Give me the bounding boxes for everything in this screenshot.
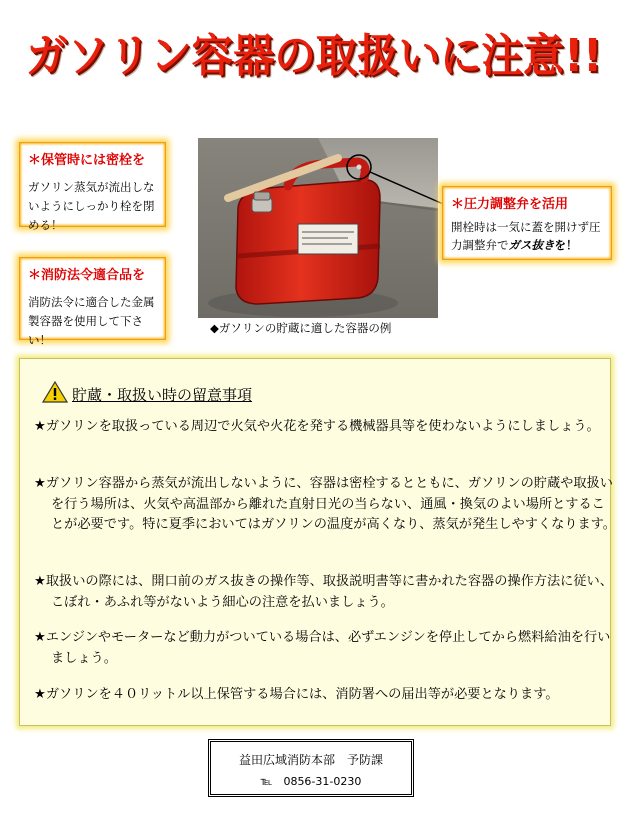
callout-body: 消防法令に適合した金属製容器を使用して下さい！ [28,295,155,347]
contact-organization: 益田広域消防本部 予防課 [238,753,383,767]
notice-item: ★取扱いの際には、開口前のガス抜きの操作等、取扱説明書等に書かれた容器の操作方法に従い、こぼれ・あふれ等がないよう細心の注意を払いましょう。 [34,574,613,610]
warning-triangle-icon [42,381,68,407]
gasoline-can-illustration [198,138,438,318]
callout-heading: ＊消防法令適合品を [28,268,146,283]
callout-heading: ＊保管時には密栓を [28,153,146,168]
contact-box [208,739,414,797]
callout-storage [19,142,166,232]
photo-caption: ◆ガソリンの貯蔵に適した容器の例 [210,321,392,335]
notice-item: ★エンジンやモーターなど動力がついている場合は、必ずエンジンを停止してから燃料給油を行いましょう。 [34,630,611,666]
notice-title: 貯蔵・取扱い時の留意事項 [72,385,253,404]
notice-item: ★ガソリンを取扱っている周辺で火気や火花を発する機械器具等を使わないようにしましょう。 [34,419,600,434]
notice-heading [42,381,252,407]
callout-body: ガソリン蒸気が流出しないようにしっかり栓を閉める！ [28,180,155,232]
callout-heading: ＊圧力調整弁を活用 [451,197,569,212]
callout-body [451,218,603,254]
callout-body-text: を！ [554,238,578,252]
gasoline-can-photo [198,138,438,318]
callout-body-text: 開栓時は一気に蓋を開けず圧力調整弁で [451,220,601,252]
page-title: ガソリン容器の取扱いに注意!! [26,29,602,82]
callout-fire-law [19,257,166,347]
notice-item: ★ガソリン容器から蒸気が流出しないように、容器は密栓するとともに、ガソリンの貯蔵や取扱いを行う場所は、火気や高温部から離れた直射日光の当らない、通風・換気のよい場所とすることが必要です。特に夏季においてはガソリンの温度が高くなり、蒸気が発生しやすくなります。 [34,476,616,532]
notice-box [19,358,616,726]
notice-item: ★ガソリンを４０リットル以上保管する場合には、消防署への届出等が必要となります。 [34,687,559,702]
callout-pressure-valve [442,186,612,260]
contact-phone: ℡ 0856-31-0230 [260,775,362,788]
callout-emphasis: ガス抜き [508,238,555,252]
